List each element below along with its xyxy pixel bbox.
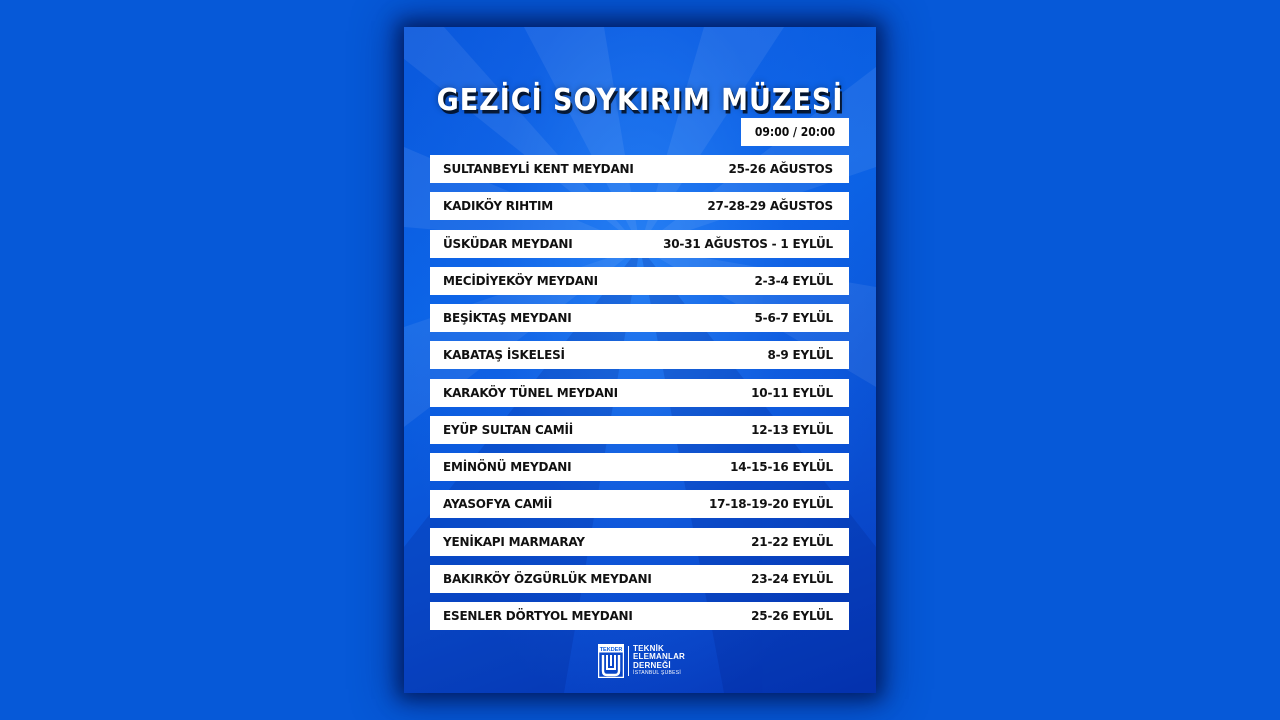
poster-title: GEZİCİ SOYKIRIM MÜZESİ (436, 83, 844, 118)
schedule-row (430, 565, 849, 593)
schedule-date: 21-22 EYLÜL (751, 534, 833, 549)
schedule-place: KARAKÖY TÜNEL MEYDANI (443, 385, 618, 400)
organization-logo (598, 643, 685, 679)
schedule-place: BEŞİKTAŞ MEYDANI (443, 311, 572, 325)
schedule-date: 2-3-4 EYLÜL (754, 273, 833, 288)
schedule-row (430, 490, 849, 518)
schedule-date: 8-9 EYLÜL (767, 348, 833, 363)
opening-hours: 09:00 / 20:00 (741, 118, 849, 146)
logo-divider (628, 646, 629, 676)
schedule-place: KADIKÖY RIHTIM (443, 199, 553, 214)
schedule-row (430, 192, 849, 220)
schedule-place: EYÜP SULTAN CAMİİ (443, 422, 573, 437)
schedule-place: BAKIRKÖY ÖZGÜRLÜK MEYDANI (443, 571, 652, 586)
event-poster (404, 27, 876, 693)
schedule-date: 10-11 EYLÜL (751, 385, 833, 400)
schedule-date: 12-13 EYLÜL (751, 422, 833, 437)
logo-line-1: TEKNİK (633, 643, 664, 653)
schedule-place: ESENLER DÖRTYOL MEYDANI (443, 609, 633, 623)
schedule-row (430, 379, 849, 407)
tekder-logo-icon (598, 644, 624, 678)
schedule-place: SULTANBEYLİ KENT MEYDANI (443, 162, 634, 176)
schedule-date: 14-15-16 EYLÜL (730, 460, 833, 474)
schedule-place: AYASOFYA CAMİİ (443, 497, 553, 512)
schedule-place: EMİNÖNÜ MEYDANI (443, 460, 572, 474)
schedule-row (430, 304, 849, 332)
logo-text (633, 645, 685, 678)
schedule-row (430, 341, 849, 369)
schedule-date: 30-31 AĞUSTOS - 1 EYLÜL (663, 236, 833, 251)
schedule-row (430, 528, 849, 556)
schedule-date: 25-26 EYLÜL (751, 609, 833, 623)
schedule-row (430, 267, 849, 295)
logo-line-3: DERNEĞİ (633, 660, 671, 670)
schedule-place: MECİDİYEKÖY MEYDANI (443, 273, 598, 288)
schedule-date: 17-18-19-20 EYLÜL (708, 497, 833, 512)
schedule-date: 25-26 AĞUSTOS (728, 162, 833, 176)
schedule-row (430, 602, 849, 630)
logo-badge-text: TEKDER (599, 646, 623, 653)
schedule-row (430, 155, 849, 183)
schedule-row (430, 416, 849, 444)
logo-line-2: ELEMANLAR (633, 652, 686, 662)
schedule-place: ÜSKÜDAR MEYDANI (443, 236, 573, 251)
schedule-row (430, 230, 849, 258)
schedule-date: 27-28-29 AĞUSTOS (707, 199, 833, 214)
schedule-place: YENİKAPI MARMARAY (443, 534, 585, 549)
schedule-place: KABATAŞ İSKELESİ (443, 348, 565, 363)
schedule-date: 23-24 EYLÜL (751, 571, 833, 586)
schedule-date: 5-6-7 EYLÜL (754, 311, 833, 325)
schedule-row (430, 453, 849, 481)
logo-line-4: İSTANBUL ŞUBESİ (633, 670, 682, 677)
